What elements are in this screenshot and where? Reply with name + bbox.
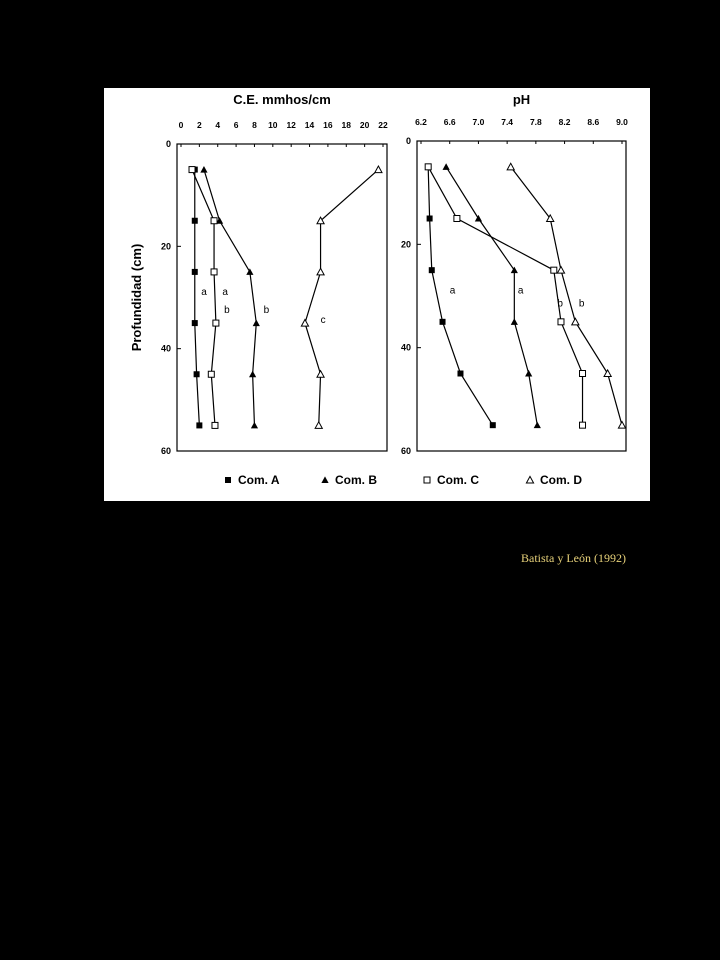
data-point-com-a (192, 269, 198, 275)
data-point-com-d (507, 163, 514, 170)
significance-label: c (320, 315, 326, 327)
data-point-com-b (443, 163, 450, 170)
charts-svg (104, 88, 650, 501)
data-point-com-d (618, 422, 625, 429)
x-tick-label: 22 (378, 120, 388, 130)
data-point-com-a (196, 422, 202, 428)
data-point-com-d (375, 166, 382, 173)
data-point-com-c (212, 422, 218, 428)
x-tick-label: 6 (233, 120, 239, 130)
x-tick-label: 4 (215, 120, 221, 130)
data-point-com-a (440, 319, 446, 325)
legend-marker-com-a (225, 477, 231, 483)
x-tick-label: 7.4 (501, 117, 514, 127)
data-point-com-a (192, 320, 198, 326)
data-point-com-b (475, 215, 482, 222)
data-point-com-a (194, 371, 200, 377)
data-point-com-c (208, 371, 214, 377)
significance-label: b (224, 304, 230, 316)
data-point-com-d (604, 370, 611, 377)
x-tick-label: 16 (323, 120, 333, 130)
legend-label-com-c: Com. C (437, 473, 479, 487)
data-point-com-b (511, 318, 518, 325)
data-point-com-a (192, 218, 198, 224)
data-point-com-b (246, 268, 253, 275)
data-point-com-b (525, 370, 532, 377)
x-tick-label: 9.0 (616, 117, 628, 127)
data-point-com-b (200, 166, 207, 173)
data-point-com-c (580, 422, 586, 428)
data-point-com-a (457, 371, 463, 377)
x-tick-label: 20 (359, 120, 370, 130)
legend-marker-com-d (526, 476, 533, 483)
x-tick-label: 10 (268, 120, 278, 130)
chart-title: pH (512, 92, 531, 107)
series-line-com-a (195, 170, 200, 426)
x-tick-label: 14 (304, 120, 315, 130)
data-point-com-d (315, 422, 322, 429)
y-tick-label: 40 (400, 342, 411, 353)
y-tick-label: 20 (400, 239, 411, 250)
data-point-com-a (427, 216, 433, 222)
x-tick-label: 8.2 (558, 117, 571, 127)
series-line-com-b (446, 167, 537, 425)
data-point-com-d (572, 318, 579, 325)
chart-title: C.E. mmhos/cm (233, 92, 331, 107)
data-point-com-c (558, 319, 564, 325)
data-point-com-a (490, 422, 496, 428)
data-point-com-c (213, 320, 219, 326)
y-axis-label: Profundidad (cm) (129, 243, 144, 352)
legend-label-com-a: Com. A (238, 473, 280, 487)
data-point-com-c (189, 167, 195, 173)
x-tick-label: 12 (286, 120, 296, 130)
legend-marker-com-c (424, 477, 430, 483)
data-point-com-b (253, 319, 260, 326)
data-point-com-c (580, 371, 586, 377)
x-tick-label: 7.0 (472, 117, 485, 127)
x-tick-label: 18 (341, 120, 352, 130)
x-tick-label: 2 (196, 120, 202, 130)
data-point-com-d (317, 371, 324, 378)
series-line-com-d (511, 167, 622, 425)
x-tick-label: 8 (252, 120, 257, 130)
x-tick-label: 0 (178, 120, 184, 130)
x-tick-label: 8.6 (587, 117, 600, 127)
data-point-com-c (211, 269, 217, 275)
significance-label: a (201, 286, 207, 298)
legend-label-com-d: Com. D (540, 473, 582, 487)
series-line-com-a (428, 167, 493, 425)
legend (225, 473, 582, 487)
legend-label-com-b: Com. B (335, 473, 377, 487)
significance-label: a (517, 285, 524, 297)
chart-panel-1 (129, 92, 388, 456)
y-tick-label: 0 (405, 136, 411, 146)
y-tick-label: 20 (160, 241, 171, 252)
series-line-com-d (305, 170, 378, 426)
data-point-com-d (317, 268, 324, 275)
data-point-com-b (249, 371, 256, 378)
y-tick-label: 60 (400, 446, 411, 456)
source-caption: Batista y León (1992) (521, 551, 626, 565)
significance-label: b (263, 304, 270, 316)
significance-label: b (557, 298, 563, 310)
data-point-com-d (557, 267, 564, 274)
data-point-com-d (301, 319, 308, 326)
data-point-com-c (454, 216, 460, 222)
x-tick-label: 7.8 (529, 117, 542, 127)
data-point-com-b (534, 422, 541, 429)
y-tick-label: 0 (165, 139, 171, 149)
legend-marker-com-b (321, 476, 328, 483)
data-point-com-c (425, 164, 431, 170)
significance-label: a (222, 286, 228, 298)
x-tick-label: 6.2 (415, 117, 427, 127)
data-point-com-c (551, 267, 557, 273)
x-tick-label: 6.6 (443, 117, 456, 127)
data-point-com-c (211, 218, 217, 224)
y-tick-label: 40 (160, 343, 171, 354)
data-point-com-a (429, 267, 435, 273)
significance-label: b (578, 298, 585, 310)
soil-profile-figure (104, 88, 650, 501)
data-point-com-b (251, 422, 258, 429)
y-tick-label: 60 (160, 446, 171, 456)
significance-label: a (449, 285, 456, 297)
chart-panel-2 (401, 92, 628, 456)
